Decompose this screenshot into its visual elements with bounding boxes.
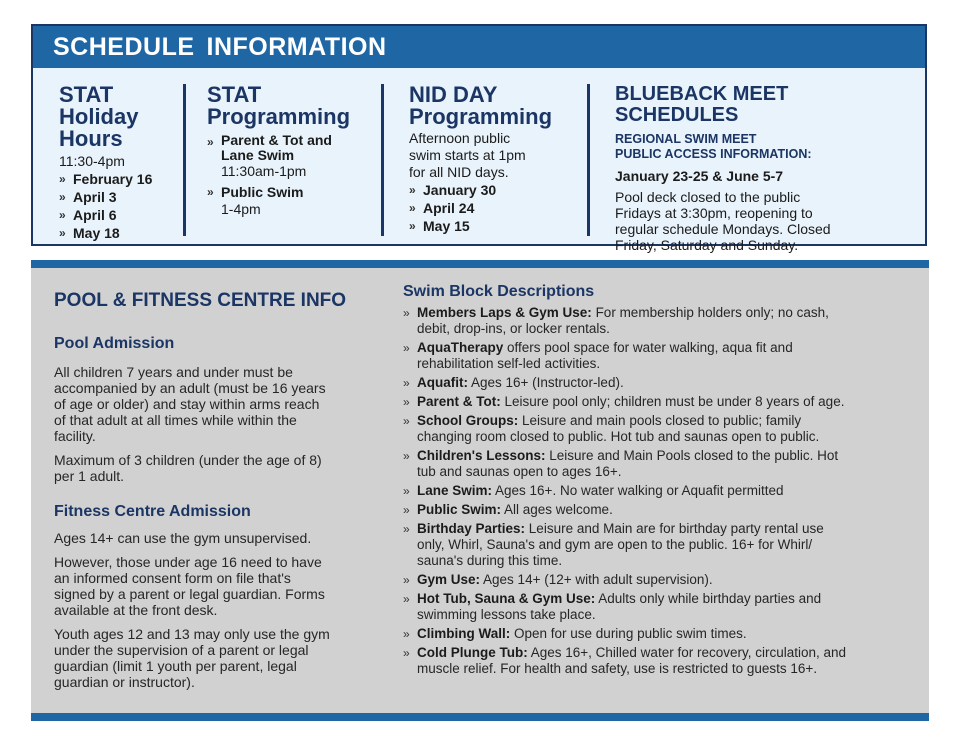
double-chevron-right-icon: »	[59, 172, 66, 186]
double-chevron-right-icon: »	[403, 376, 410, 390]
list-item	[403, 521, 903, 569]
stat-programming-title: STAT Programming	[207, 82, 351, 129]
blueback-column	[615, 84, 915, 253]
stat-holiday-title: STAT Holiday Hours	[59, 82, 139, 151]
list-item	[403, 572, 903, 588]
double-chevron-right-icon: »	[403, 395, 410, 409]
swim-block-term: Parent & Tot:	[417, 394, 501, 409]
list-item-time: 11:30am-1pm	[221, 163, 307, 179]
swim-block-description: Open for use during public swim times.	[510, 626, 747, 641]
list-item: » January 30	[409, 182, 497, 198]
double-chevron-right-icon: »	[403, 306, 410, 320]
swim-block-description: Ages 16+, Chilled water for recovery, circulation, and	[527, 645, 847, 660]
nid-day-column	[409, 84, 574, 235]
double-chevron-right-icon: »	[403, 627, 410, 641]
fitness-admission-heading: Fitness Centre Admission	[54, 503, 251, 520]
swim-block-description: offers pool space for water walking, aqua fit and	[503, 340, 793, 355]
swim-block-description: Leisure and main pools closed to public; family	[518, 413, 802, 428]
schedule-title-word2: INFORMATION	[206, 33, 387, 61]
swim-block-term: Members Laps & Gym Use:	[417, 305, 592, 320]
list-item: » May 18	[59, 225, 120, 241]
pool-admission-heading: Pool Admission	[54, 335, 175, 352]
swim-block-term: Public Swim:	[417, 502, 502, 517]
swim-block-description: changing room closed to public. Hot tub and saunas open to public.	[417, 429, 820, 444]
blueback-subtitle: REGIONAL SWIM MEET PUBLIC ACCESS INFORMATION:	[615, 132, 812, 161]
double-chevron-right-icon: »	[403, 484, 410, 498]
list-item: » February 16	[59, 171, 153, 187]
list-item	[403, 305, 903, 337]
swim-block-term: Aquafit:	[417, 375, 468, 390]
list-item: » May 15	[409, 218, 470, 234]
swim-block-term: Children's Lessons:	[417, 448, 546, 463]
schedule-title-bar	[33, 26, 925, 68]
swim-block-description: Ages 14+ (12+ with adult supervision).	[480, 572, 713, 587]
swim-block-description: For membership holders only; no cash,	[591, 305, 829, 320]
swim-block-description: tub and saunas open to ages 16+.	[417, 464, 622, 479]
nid-day-description: Afternoon public swim starts at 1pm for all NID days.	[409, 130, 526, 180]
swim-block-term: Hot Tub, Sauna & Gym Use:	[417, 591, 596, 606]
pool-fitness-info-panel	[31, 260, 929, 721]
swim-block-term: Cold Plunge Tub:	[417, 645, 528, 660]
double-chevron-right-icon: »	[207, 135, 214, 149]
list-item	[403, 394, 903, 410]
double-chevron-right-icon: »	[207, 185, 214, 199]
stat-programming-column	[207, 84, 377, 217]
double-chevron-right-icon: »	[409, 201, 416, 215]
swim-block-description: sauna's during this time.	[417, 553, 563, 568]
double-chevron-right-icon: »	[403, 573, 410, 587]
swim-block-description: Leisure and Main Pools closed to the public. Hot	[545, 448, 839, 463]
swim-block-description: rehabilitation self-led activities.	[417, 356, 601, 371]
swim-block-description: debit, drop-ins, or locker rentals.	[417, 321, 610, 336]
swim-blocks-heading: Swim Block Descriptions	[403, 283, 595, 300]
list-item: » April 24	[409, 200, 475, 216]
swim-block-description: All ages welcome.	[501, 502, 613, 517]
pool-admission-limit: Maximum of 3 children (under the age of 8) per 1 adult.	[54, 452, 322, 484]
swim-block-description: swimming lessons take place.	[417, 607, 596, 622]
swim-block-description: muscle relief. For health and safety, use is restricted to guests 16+.	[417, 661, 818, 676]
schedule-title-word1: SCHEDULE	[53, 33, 195, 61]
list-item	[403, 375, 903, 391]
swim-block-term: Climbing Wall:	[417, 626, 511, 641]
swim-block-description: Leisure and Main are for birthday party rental use	[525, 521, 824, 536]
double-chevron-right-icon: »	[409, 183, 416, 197]
admission-column	[54, 290, 364, 690]
list-item: » Parent & Tot and Lane Swim	[207, 132, 332, 163]
list-item	[403, 591, 903, 623]
list-item	[403, 413, 903, 445]
double-chevron-right-icon: »	[403, 592, 410, 606]
fitness-consent-text: However, those under age 16 need to have an informed consent form on file that's signed by a parent or legal guardian. Forms available at the front desk.	[54, 554, 325, 618]
swim-blocks-list	[403, 305, 903, 677]
swim-block-term: Lane Swim:	[417, 483, 493, 498]
list-item	[403, 448, 903, 480]
double-chevron-right-icon: »	[403, 522, 410, 536]
list-item	[403, 645, 903, 677]
list-item: » April 3	[59, 189, 117, 205]
blueback-title: BLUEBACK MEET SCHEDULES	[615, 83, 789, 126]
double-chevron-right-icon: »	[403, 414, 410, 428]
double-chevron-right-icon: »	[403, 646, 410, 660]
stat-holiday-time: 11:30-4pm	[59, 153, 125, 169]
swim-block-term: School Groups:	[417, 413, 519, 428]
swim-block-description: Ages 16+. No water walking or Aquafit permitted	[492, 483, 784, 498]
swim-block-description: Adults only while birthday parties and	[595, 591, 822, 606]
swim-block-term: Gym Use:	[417, 572, 481, 587]
double-chevron-right-icon: »	[59, 226, 66, 240]
list-item	[403, 626, 903, 642]
blueback-dates: January 23-25 & June 5-7	[615, 168, 784, 184]
pool-admission-text: All children 7 years and under must be accompanied by an adult (must be 16 years of age or older) and stay within arms reach of that adult at all times while within the facility.	[54, 364, 326, 444]
double-chevron-right-icon: »	[403, 341, 410, 355]
schedule-information-panel	[31, 24, 927, 253]
list-item	[403, 502, 903, 518]
list-item: » Public Swim	[207, 184, 304, 200]
column-divider	[183, 84, 186, 236]
fitness-youth-text: Youth ages 12 and 13 may only use the gym under the supervision of a parent or legal guardian (limit 1 youth per parent, legal guardian or instructor).	[54, 626, 330, 690]
list-item	[403, 483, 903, 499]
column-divider	[587, 84, 590, 236]
double-chevron-right-icon: »	[409, 219, 416, 233]
list-item	[403, 340, 903, 372]
double-chevron-right-icon: »	[403, 449, 410, 463]
double-chevron-right-icon: »	[59, 190, 66, 204]
list-item-time: 1-4pm	[221, 201, 261, 217]
double-chevron-right-icon: »	[403, 503, 410, 517]
column-divider	[381, 84, 384, 236]
double-chevron-right-icon: »	[59, 208, 66, 222]
swim-blocks-column	[403, 282, 903, 677]
swim-block-description: Ages 16+ (Instructor-led).	[468, 375, 624, 390]
swim-block-description: only, Whirl, Sauna's and gym are open to the public. 16+ for Whirl/	[417, 537, 813, 552]
swim-block-term: Birthday Parties:	[417, 521, 526, 536]
blueback-description: Pool deck closed to the public Fridays at 3:30pm, reopening to regular schedule Mondays. Closed Friday, Saturday and Sunday.	[615, 189, 831, 253]
swim-block-description: Leisure pool only; children must be under 8 years of age.	[500, 394, 845, 409]
swim-block-term: AquaTherapy	[417, 340, 504, 355]
list-item: » April 6	[59, 207, 117, 223]
nid-day-title: NID DAY Programming	[409, 82, 553, 129]
info-title: POOL & FITNESS CENTRE INFO	[54, 290, 347, 311]
stat-holiday-column	[59, 84, 184, 242]
fitness-admission-text: Ages 14+ can use the gym unsupervised.	[54, 530, 312, 546]
